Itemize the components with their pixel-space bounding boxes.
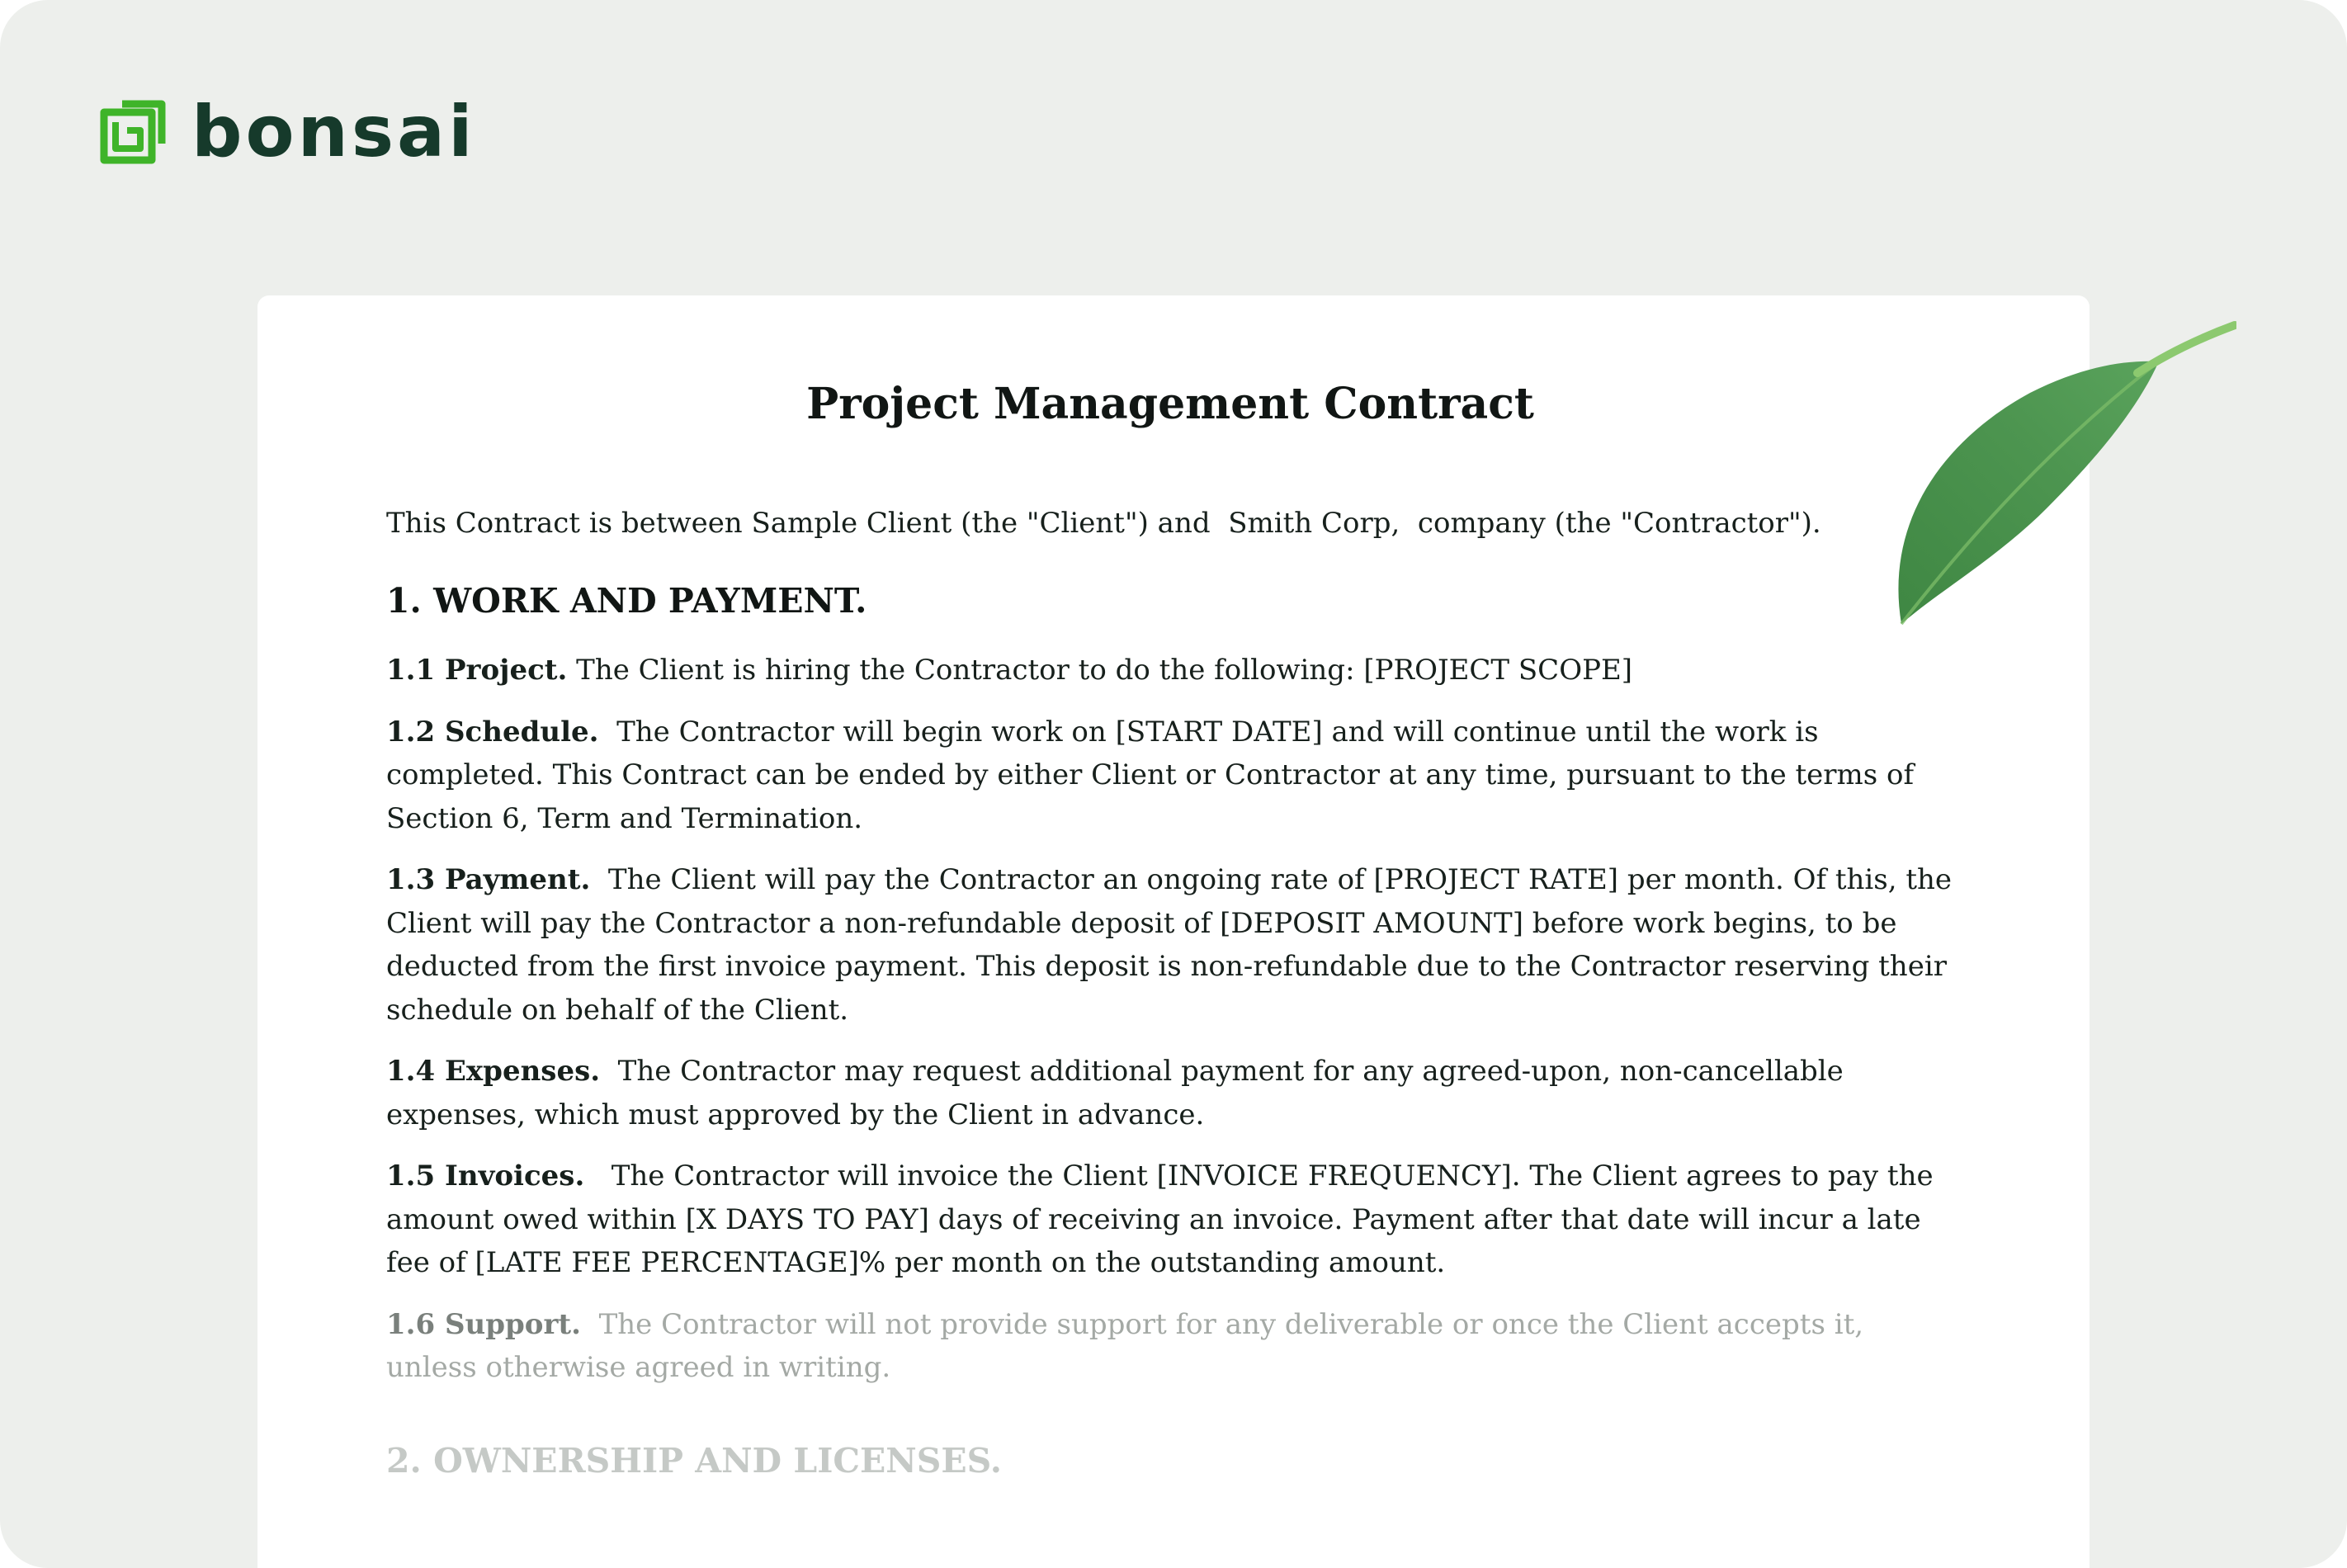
clause-payment bbox=[386, 858, 1961, 1032]
clause-text: The Client is hiring the Contractor to do the following: [PROJECT SCOPE] bbox=[567, 654, 1633, 687]
bonsai-wordmark: bonsai bbox=[191, 91, 476, 173]
document-title: Project Management Contract bbox=[806, 379, 1534, 429]
clause-schedule bbox=[386, 711, 1954, 841]
contract-body bbox=[386, 295, 1961, 1485]
clause-expenses bbox=[386, 1050, 1954, 1136]
clause-text: The Contractor will not provide support for any deliverable or once the Client accepts it, unless otherwise agreed in writing. bbox=[386, 1307, 1872, 1384]
clause-label: 1.6 Support. bbox=[386, 1307, 581, 1341]
contract-intro: This Contract is between Sample Client (the "Client") and Smith Corp, company (the "Contractor"). bbox=[386, 507, 1821, 540]
clause-label: 1.3 Payment. bbox=[386, 863, 591, 896]
clause-support bbox=[386, 1303, 1954, 1390]
contract-document bbox=[257, 295, 2090, 1568]
clause-text: The Contractor may request additional payment for any agreed-upon, non-cancellable expenses, which must approved by the Client in advance. bbox=[386, 1055, 1853, 1131]
bonsai-logo[interactable] bbox=[97, 91, 476, 173]
section-heading-work-payment: 1. WORK AND PAYMENT. bbox=[386, 581, 867, 621]
clause-label: 1.5 Invoices. bbox=[386, 1159, 585, 1193]
bonsai-logo-icon bbox=[97, 97, 167, 167]
clause-label: 1.4 Expenses. bbox=[386, 1055, 601, 1088]
leaf-icon bbox=[1890, 319, 2236, 632]
clause-project bbox=[386, 649, 1954, 692]
clause-invoices bbox=[386, 1155, 1954, 1285]
section-heading-ownership: 2. OWNERSHIP AND LICENSES. bbox=[386, 1440, 1003, 1481]
clause-text: The Client will pay the Contractor an ongoing rate of [PROJECT RATE] per month. Of this, the Client will pay the Contractor a non-refundable deposit of [DEPOSIT AMOUNT] before work begins, to be deducted from the first invoice payment. This deposit is non-refundable due to the Contractor reserving their schedule on behalf of the Client. bbox=[386, 863, 1961, 1027]
clause-label: 1.1 Project. bbox=[386, 654, 568, 687]
clause-text: The Contractor will invoice the Client [INVOICE FREQUENCY]. The Client agrees to pay the amount owed within [X DAYS TO PAY] days of receiving an invoice. Payment after that date will incur a late fee of [LATE FEE PERCENTAGE]% per month on the outstanding amount. bbox=[386, 1159, 1943, 1279]
clause-text: The Contractor will begin work on [START DATE] and will continue until the work is completed. This Contract can be ended by either Client or Contractor at any time, pursuant to the terms of Section 6, Term and Termination. bbox=[386, 715, 1923, 835]
clause-label: 1.2 Schedule. bbox=[386, 715, 599, 749]
